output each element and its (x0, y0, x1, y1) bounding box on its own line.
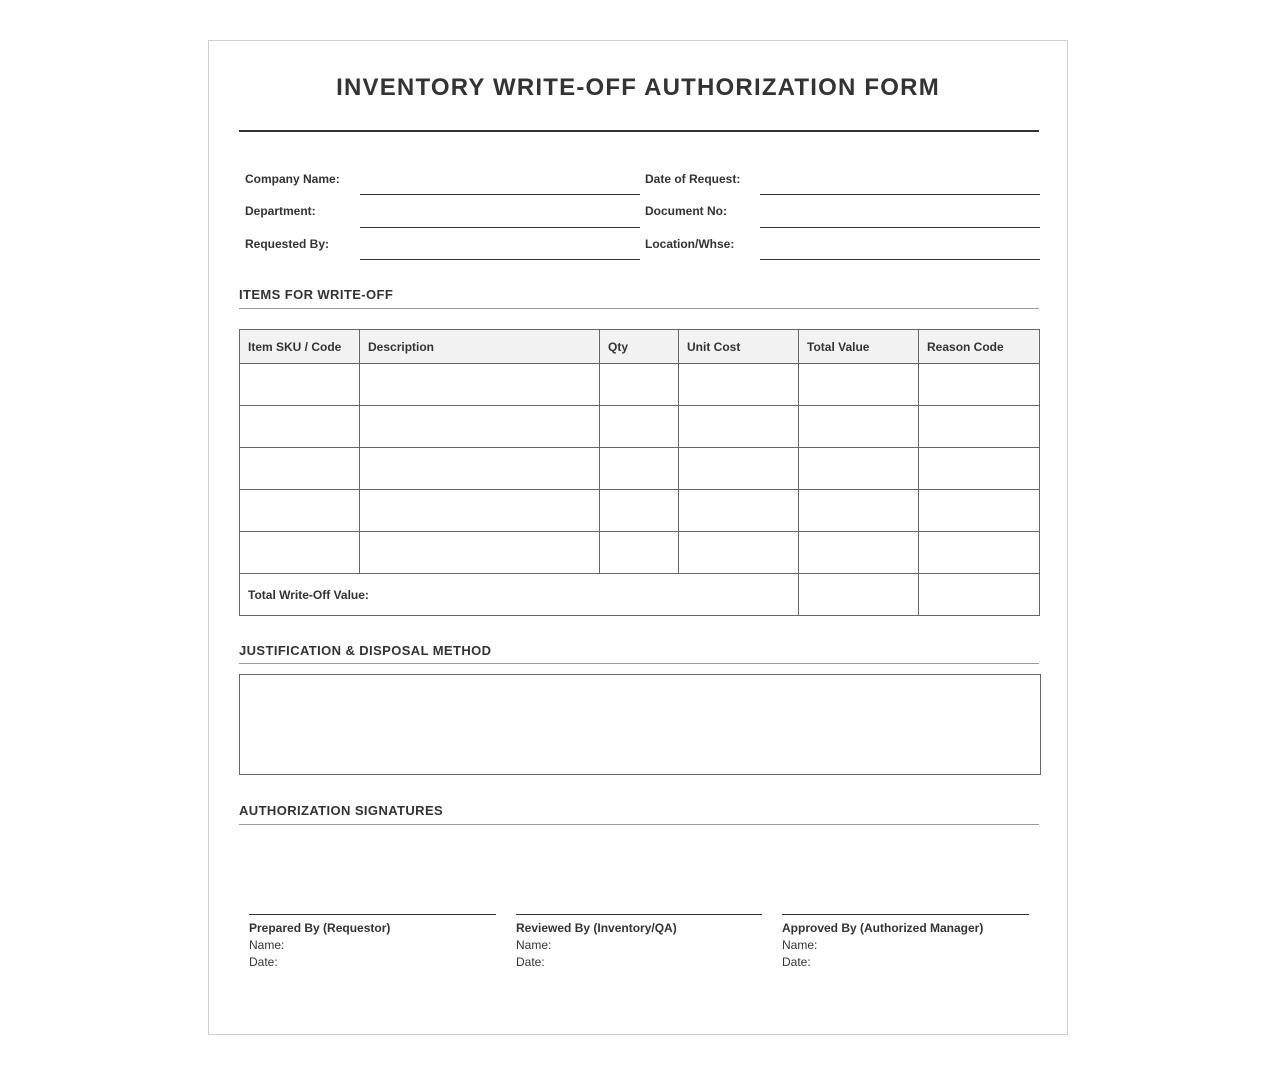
table-cell[interactable] (240, 532, 360, 574)
total-extra-cell[interactable] (919, 574, 1040, 616)
column-header: Total Value (799, 330, 919, 364)
table-cell[interactable] (600, 490, 679, 532)
table-row (240, 490, 1040, 532)
total-row (240, 574, 1040, 616)
total-write-off-label: Total Write-Off Value: (240, 574, 799, 616)
table-row (240, 364, 1040, 406)
table-cell[interactable] (360, 364, 600, 406)
table-cell[interactable] (919, 406, 1040, 448)
column-header: Item SKU / Code (240, 330, 360, 364)
signature-line[interactable] (249, 914, 496, 915)
requested-by-label: Requested By: (245, 237, 330, 251)
document-no-label: Document No: (645, 204, 727, 218)
table-cell[interactable] (600, 532, 679, 574)
table-row (240, 448, 1040, 490)
table-cell[interactable] (240, 490, 360, 532)
table-cell[interactable] (600, 448, 679, 490)
justification-section-divider (239, 663, 1039, 664)
signature-title: Approved By (Authorized Manager) (782, 921, 984, 935)
table-cell[interactable] (799, 406, 919, 448)
table-cell[interactable] (799, 448, 919, 490)
signature-block-prepared (249, 914, 496, 969)
table-cell[interactable] (600, 364, 679, 406)
form-title: INVENTORY WRITE-OFF AUTHORIZATION FORM (336, 74, 940, 101)
table-cell[interactable] (679, 448, 799, 490)
table-cell[interactable] (679, 532, 799, 574)
table-cell[interactable] (679, 490, 799, 532)
table-cell[interactable] (360, 490, 600, 532)
department-field[interactable] (360, 227, 640, 228)
table-cell[interactable] (919, 448, 1040, 490)
table-cell[interactable] (919, 490, 1040, 532)
table-cell[interactable] (919, 532, 1040, 574)
company-name-field[interactable] (360, 194, 640, 195)
signatures-section-title: AUTHORIZATION SIGNATURES (239, 803, 444, 818)
table-cell[interactable] (360, 406, 600, 448)
column-header: Qty (600, 330, 679, 364)
table-cell[interactable] (360, 532, 600, 574)
signature-title: Reviewed By (Inventory/QA) (516, 921, 677, 935)
signature-date-label: Date: (516, 955, 545, 969)
title-divider (239, 130, 1039, 132)
date-of-request-label: Date of Request: (645, 172, 741, 186)
department-label: Department: (245, 204, 316, 218)
location-whse-field[interactable] (760, 259, 1040, 260)
signature-date-label: Date: (782, 955, 811, 969)
table-cell[interactable] (679, 364, 799, 406)
signature-name-label: Name: (782, 938, 818, 952)
table-cell[interactable] (240, 406, 360, 448)
table-cell[interactable] (600, 406, 679, 448)
justification-section-title: JUSTIFICATION & DISPOSAL METHOD (239, 643, 492, 658)
company-name-label: Company Name: (245, 172, 340, 186)
table-cell[interactable] (799, 364, 919, 406)
signature-name-label: Name: (249, 938, 285, 952)
signatures-section-divider (239, 824, 1039, 825)
signature-line[interactable] (782, 914, 1029, 915)
signature-name-label: Name: (516, 938, 552, 952)
table-cell[interactable] (240, 364, 360, 406)
signature-line[interactable] (516, 914, 762, 915)
table-cell[interactable] (240, 448, 360, 490)
total-write-off-value[interactable] (799, 574, 919, 616)
signature-block-approved (782, 914, 1029, 969)
requested-by-field[interactable] (360, 259, 640, 260)
table-row (240, 532, 1040, 574)
location-whse-label: Location/Whse: (645, 237, 735, 251)
signature-block-reviewed (516, 914, 762, 969)
table-header-row (240, 330, 1040, 364)
column-header: Reason Code (919, 330, 1040, 364)
items-section-divider (239, 308, 1039, 309)
table-cell[interactable] (360, 448, 600, 490)
signature-date-label: Date: (249, 955, 278, 969)
form-page (208, 40, 1068, 1035)
table-cell[interactable] (679, 406, 799, 448)
table-cell[interactable] (919, 364, 1040, 406)
column-header: Description (360, 330, 600, 364)
signature-title: Prepared By (Requestor) (249, 921, 391, 935)
column-header: Unit Cost (679, 330, 799, 364)
table-row (240, 406, 1040, 448)
items-table (239, 329, 1040, 616)
table-cell[interactable] (799, 532, 919, 574)
date-of-request-field[interactable] (760, 194, 1040, 195)
document-no-field[interactable] (760, 227, 1040, 228)
justification-textarea[interactable] (239, 674, 1041, 775)
table-cell[interactable] (799, 490, 919, 532)
items-section-title: ITEMS FOR WRITE-OFF (239, 287, 394, 302)
